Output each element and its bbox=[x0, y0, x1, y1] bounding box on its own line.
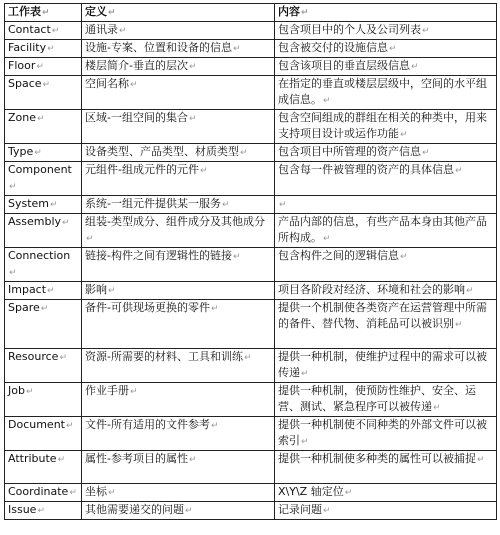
content-cell bbox=[275, 196, 497, 214]
paragraph-mark: ↵ bbox=[232, 252, 241, 262]
paragraph-mark: ↵ bbox=[34, 148, 42, 158]
table-row bbox=[5, 383, 497, 417]
definition-cell: 通讯录↵ bbox=[82, 22, 275, 40]
table-row bbox=[5, 76, 497, 110]
table-row bbox=[5, 144, 497, 162]
content-cell: 提供一种机制，使预防性维护、安全、运营、测试、紧急程序可以被传递↵ bbox=[275, 383, 497, 417]
paragraph-mark: ↵ bbox=[240, 148, 248, 158]
paragraph-mark: ↵ bbox=[188, 114, 197, 124]
paragraph-mark: ↵ bbox=[199, 166, 208, 176]
table-row bbox=[5, 451, 497, 484]
content-cell: 包含空间组成的群组在相关的种类中，用来支持项目设计或运作功能↵ bbox=[275, 110, 497, 144]
paragraph-mark: ↵ bbox=[40, 304, 49, 314]
sheet-name-cell: Resource↵ bbox=[5, 349, 82, 383]
sheet-name-cell: Contact↵ bbox=[5, 22, 82, 40]
content-cell: 包含被交付的设施信息↵ bbox=[275, 40, 497, 58]
definition-cell: 设备类型、产品类型、材质类型↵ bbox=[82, 144, 275, 162]
paragraph-mark: ↵ bbox=[344, 488, 353, 498]
paragraph-mark: ↵ bbox=[301, 8, 309, 18]
definition-cell: 备件-可供现场更换的零件↵ bbox=[82, 300, 275, 349]
content-cell: 提供一种机制使不同种类的外部文件可以被索引↵ bbox=[275, 417, 497, 451]
paragraph-mark: ↵ bbox=[51, 26, 60, 36]
sheet-name-cell: System↵ bbox=[5, 196, 82, 214]
paragraph-mark: ↵ bbox=[108, 286, 116, 296]
paragraph-mark: ↵ bbox=[455, 320, 463, 330]
definition-cell: 元组件-组成元件的元件↵ bbox=[82, 162, 275, 196]
sheet-name-cell: Space↵ bbox=[5, 76, 82, 110]
content-cell: 提供一种机制，使维护过程中的需求可以被传递↵ bbox=[275, 349, 497, 383]
definition-cell: 空间名称↵ bbox=[82, 76, 275, 110]
worksheet-table bbox=[4, 3, 497, 520]
paragraph-mark: ↵ bbox=[466, 286, 474, 296]
content-cell: 包含项目中所管理的资产信息↵ bbox=[275, 144, 497, 162]
content-cell: 包含项目中的个人及公司列表↵ bbox=[275, 22, 497, 40]
sheet-name-cell: Type↵ bbox=[5, 144, 82, 162]
paragraph-mark: ↵ bbox=[108, 488, 116, 498]
table-row bbox=[5, 110, 497, 144]
header-cell: 工作表↵ bbox=[5, 4, 82, 22]
table-row bbox=[5, 282, 497, 300]
paragraph-mark: ↵ bbox=[59, 353, 67, 363]
table-row bbox=[5, 162, 497, 196]
paragraph-mark: ↵ bbox=[301, 437, 309, 447]
table-row bbox=[5, 22, 497, 40]
content-cell: 包含构件之间的逻辑信息↵ bbox=[275, 248, 497, 282]
paragraph-mark: ↵ bbox=[455, 166, 463, 176]
paragraph-mark: ↵ bbox=[210, 421, 219, 431]
paragraph-mark: ↵ bbox=[188, 62, 197, 72]
paragraph-mark: ↵ bbox=[66, 421, 74, 431]
table-body bbox=[5, 22, 497, 520]
table-row bbox=[5, 300, 497, 349]
paragraph-mark: ↵ bbox=[130, 387, 138, 397]
definition-cell: 组装-类型成分、组件成分及其他成分↵ bbox=[82, 214, 275, 248]
definition-cell: 系统-一组元件提供某一服务↵ bbox=[82, 196, 275, 214]
paragraph-mark: ↵ bbox=[210, 304, 219, 314]
paragraph-mark: ↵ bbox=[323, 506, 331, 516]
definition-cell: 其他需要递交的问题↵ bbox=[82, 502, 275, 520]
paragraph-mark: ↵ bbox=[389, 44, 397, 54]
table-row bbox=[5, 502, 497, 520]
sheet-name-cell: Attribute↵ bbox=[5, 451, 82, 484]
table-wrapper bbox=[4, 3, 497, 520]
paragraph-mark: ↵ bbox=[37, 506, 45, 516]
paragraph-mark: ↵ bbox=[188, 455, 197, 465]
table-row bbox=[5, 248, 497, 282]
table-row bbox=[5, 196, 497, 214]
table-row bbox=[5, 40, 497, 58]
paragraph-mark: ↵ bbox=[9, 268, 17, 278]
paragraph-mark: ↵ bbox=[108, 8, 116, 18]
paragraph-mark: ↵ bbox=[323, 234, 331, 244]
sheet-name-cell: Document↵ bbox=[5, 417, 82, 451]
table-row bbox=[5, 214, 497, 248]
table-row bbox=[5, 349, 497, 383]
definition-cell: 坐标↵ bbox=[82, 484, 275, 502]
sheet-name-cell: Component↵ bbox=[5, 162, 82, 196]
definition-cell: 影响↵ bbox=[82, 282, 275, 300]
content-cell: X\Y\Z 轴定位↵ bbox=[275, 484, 497, 502]
sheet-name-cell: Floor↵ bbox=[5, 58, 82, 76]
paragraph-mark: ↵ bbox=[36, 62, 44, 72]
definition-cell: 链接-构件之间有逻辑性的链接↵ bbox=[82, 248, 275, 282]
sheet-name-cell: Assembly↵ bbox=[5, 214, 82, 248]
sheet-name-cell: Zone↵ bbox=[5, 110, 82, 144]
header-cell: 内容↵ bbox=[275, 4, 497, 22]
sheet-name-cell: Impact↵ bbox=[5, 282, 82, 300]
paragraph-mark: ↵ bbox=[221, 200, 230, 210]
content-cell: 包含每一件被管理的资产的具体信息↵ bbox=[275, 162, 497, 196]
definition-cell: 属性-参考项目的属性↵ bbox=[82, 451, 275, 484]
paragraph-mark: ↵ bbox=[47, 286, 55, 296]
paragraph-mark: ↵ bbox=[301, 369, 309, 379]
paragraph-mark: ↵ bbox=[400, 252, 408, 262]
paragraph-mark: ↵ bbox=[57, 455, 66, 465]
paragraph-mark: ↵ bbox=[400, 130, 408, 140]
paragraph-mark: ↵ bbox=[243, 353, 252, 363]
paragraph-mark: ↵ bbox=[422, 26, 430, 36]
content-cell: 提供一种机制使多种类的属性可以被捕捉↵ bbox=[275, 451, 497, 484]
paragraph-mark: ↵ bbox=[50, 200, 58, 210]
paragraph-mark: ↵ bbox=[477, 455, 485, 465]
table-row bbox=[5, 58, 497, 76]
content-cell: 包含该项目的垂直层级信息↵ bbox=[275, 58, 497, 76]
paragraph-mark: ↵ bbox=[433, 403, 441, 413]
paragraph-mark: ↵ bbox=[25, 387, 34, 397]
definition-cell: 设施-专案、位置和设备的信息↵ bbox=[82, 40, 275, 58]
table-row bbox=[5, 484, 497, 502]
content-cell: 产品内部的信息，有些产品本身由其他产品所构成。↵ bbox=[275, 214, 497, 248]
content-cell: 在指定的垂直或楼层层级中，空间的水平组成信息。↵ bbox=[275, 76, 497, 110]
paragraph-mark: ↵ bbox=[279, 200, 287, 210]
paragraph-mark: ↵ bbox=[185, 506, 193, 516]
paragraph-mark: ↵ bbox=[42, 8, 50, 18]
paragraph-mark: ↵ bbox=[62, 218, 70, 228]
paragraph-mark: ↵ bbox=[9, 182, 17, 192]
paragraph-mark: ↵ bbox=[37, 114, 45, 124]
paragraph-mark: ↵ bbox=[86, 234, 94, 244]
paragraph-mark: ↵ bbox=[232, 44, 241, 54]
paragraph-mark: ↵ bbox=[47, 44, 55, 54]
sheet-name-cell: Connection↵ bbox=[5, 248, 82, 282]
content-cell: 提供一个机制使各类资产在运营管理中所需的备件、替代物、消耗品可以被识别↵ bbox=[275, 300, 497, 349]
paragraph-mark: ↵ bbox=[323, 96, 331, 106]
paragraph-mark: ↵ bbox=[422, 148, 430, 158]
sheet-name-cell: Spare↵ bbox=[5, 300, 82, 349]
paragraph-mark: ↵ bbox=[69, 488, 77, 498]
content-cell: 记录问题↵ bbox=[275, 502, 497, 520]
sheet-name-cell: Coordinate↵ bbox=[5, 484, 82, 502]
table-row bbox=[5, 417, 497, 451]
sheet-name-cell: Job↵ bbox=[5, 383, 82, 417]
definition-cell: 文件-所有适用的文件参考↵ bbox=[82, 417, 275, 451]
header-row bbox=[5, 4, 497, 22]
header-cell: 定义↵ bbox=[82, 4, 275, 22]
definition-cell: 作业手册↵ bbox=[82, 383, 275, 417]
definition-cell: 区域-一组空间的集合↵ bbox=[82, 110, 275, 144]
definition-cell: 资源-所需要的材料、工具和训练↵ bbox=[82, 349, 275, 383]
sheet-name-cell: Facility↵ bbox=[5, 40, 82, 58]
paragraph-mark: ↵ bbox=[42, 80, 51, 90]
sheet-name-cell: Issue↵ bbox=[5, 502, 82, 520]
definition-cell: 楼层简介-垂直的层次↵ bbox=[82, 58, 275, 76]
paragraph-mark: ↵ bbox=[130, 80, 138, 90]
paragraph-mark: ↵ bbox=[119, 26, 127, 36]
paragraph-mark: ↵ bbox=[411, 62, 419, 72]
content-cell: 项目各阶段对经济、环境和社会的影响↵ bbox=[275, 282, 497, 300]
